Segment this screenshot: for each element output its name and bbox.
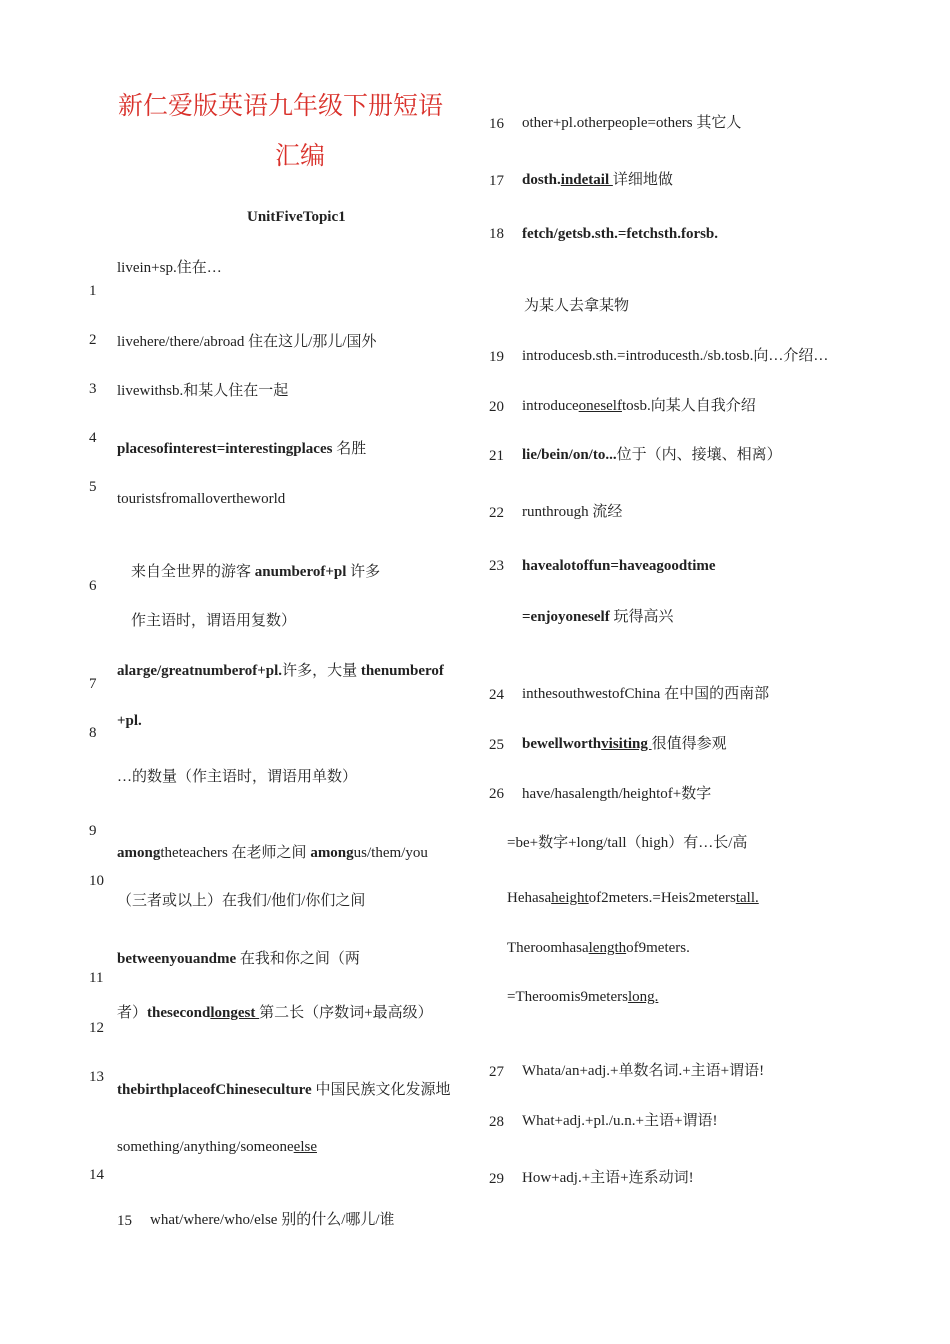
phrase-line [522, 399, 756, 414]
item-number: 9 [89, 823, 97, 839]
item-number: 1 [89, 283, 97, 299]
phrase-bold: betweenyouandme [117, 951, 237, 967]
item-number: 7 [89, 676, 97, 692]
phrase-line: what/where/who/else 别的什么/哪儿/谁 [150, 1212, 395, 1228]
phrase-text: us/them/you [353, 845, 428, 861]
phrase-meaning: 玩得高兴 [609, 609, 674, 625]
page-title: 新仁爱版英语九年级下册短语 [118, 93, 444, 120]
item-number: 23 [489, 558, 504, 574]
phrase-line: =be+数字+long/tall（high）有…长/高 [507, 835, 748, 851]
phrase-meaning: 第二长（序数词+最高级） [259, 1005, 433, 1021]
item-number: 12 [89, 1020, 104, 1036]
phrase-text: something/anything/someone [117, 1139, 294, 1155]
item-number: 20 [489, 399, 504, 415]
phrase-bold: bewellworth [522, 736, 602, 752]
example-text: of9meters. [626, 940, 690, 956]
item-number: 6 [89, 578, 97, 594]
phrase-text: theteachers 在老师之间 [160, 845, 311, 861]
phrase-bold: thesecond [147, 1005, 211, 1021]
phrase-line: What+adj.+pl./u.n.+主语+谓语! [522, 1113, 718, 1129]
phrase-bold: among [117, 845, 161, 861]
item-number: 18 [489, 226, 504, 242]
phrase-meaning: 位于（内、接壤、相离） [616, 447, 782, 463]
phrase-line [117, 1140, 317, 1155]
item-number: 8 [89, 725, 97, 741]
item-number: 19 [489, 349, 504, 365]
phrase-meaning: 许多，大量 [282, 663, 361, 679]
item-number: 24 [489, 687, 504, 703]
phrase-bold: dosth. [522, 172, 561, 188]
phrase-meaning: 来自全世界的游客 [131, 564, 255, 580]
phrase-line [131, 565, 380, 580]
phrase-underlined: visiting [601, 736, 652, 752]
phrase-line [522, 173, 673, 188]
phrase-underlined: else [293, 1139, 317, 1155]
phrase-line [522, 559, 716, 574]
phrase-line: Whata/an+adj.+单数名词.+主语+谓语! [522, 1063, 765, 1079]
phrase-underlined: longest [210, 1005, 260, 1021]
item-number: 10 [89, 873, 104, 889]
item-number: 16 [489, 116, 504, 132]
phrase-line [117, 714, 142, 729]
item-number: 17 [489, 173, 504, 189]
example-underlined: height [551, 890, 589, 906]
phrase-bold: anumberof+pl [254, 564, 347, 580]
phrase-line: touristsfromallovertheworld [117, 491, 286, 507]
item-number: 5 [89, 479, 97, 495]
item-number: 14 [89, 1167, 104, 1183]
phrase-bold: placesofinterest=interestingplaces [117, 441, 333, 457]
phrase-bold: havealotoffun=haveagoodtime [522, 558, 716, 574]
phrase-line: （三者或以上）在我们/他们/你们之间 [117, 893, 366, 909]
phrase-line [522, 610, 673, 625]
example-underlined: long. [627, 989, 659, 1005]
phrase-bold: fetch/getsb.sth.=fetchsth.forsb. [522, 226, 719, 242]
phrase-line: other+pl.otherpeople=others 其它人 [522, 115, 742, 131]
phrase-bold: among [310, 845, 354, 861]
phrase-meaning: 在我和你之间（两 [236, 951, 360, 967]
phrase-line: runthrough 流经 [522, 504, 623, 520]
phrase-line: inthesouthwestofChina 在中国的西南部 [522, 686, 770, 702]
phrase-line: livewithsb.和某人住在一起 [117, 383, 289, 399]
item-number: 4 [89, 430, 97, 446]
example-sentence [507, 891, 759, 906]
item-number: 25 [489, 737, 504, 753]
phrase-line [522, 448, 782, 463]
phrase-meaning: 许多 [346, 564, 381, 580]
phrase-bold: thebirthplaceofChineseculture [117, 1082, 312, 1098]
phrase-line [522, 737, 727, 752]
item-number: 26 [489, 786, 504, 802]
item-number: 27 [489, 1064, 504, 1080]
phrase-line [522, 227, 718, 242]
phrase-underlined: oneself [578, 398, 622, 414]
phrase-meaning: 很值得参观 [651, 736, 727, 752]
phrase-line: introducesb.sth.=introducesth./sb.tosb.向…介绍… [522, 348, 829, 364]
item-number: 22 [489, 505, 504, 521]
phrase-line [117, 1083, 450, 1098]
phrase-meaning: 详细地做 [612, 172, 673, 188]
phrase-line: 作主语时，谓语用复数） [131, 613, 297, 629]
phrase-underlined: indetail [560, 172, 613, 188]
item-number: 13 [89, 1069, 104, 1085]
phrase-line [117, 1006, 433, 1021]
phrase-line [117, 846, 428, 861]
phrase-line [117, 442, 366, 457]
item-number: 11 [89, 970, 104, 986]
example-text: of2meters.=Heis2meters [588, 890, 736, 906]
item-number: 15 [117, 1213, 132, 1229]
page-title-line2: 汇编 [275, 143, 326, 170]
phrase-text: introduce [522, 398, 579, 414]
item-number: 3 [89, 381, 97, 397]
item-number: 29 [489, 1171, 504, 1187]
phrase-bold: lie/bein/on/to... [522, 447, 617, 463]
phrase-meaning: 者） [117, 1005, 148, 1021]
example-text: Theroomhasa [507, 940, 589, 956]
example-underlined: length [588, 940, 627, 956]
phrase-line: livehere/there/abroad 住在这儿/那儿/国外 [117, 334, 377, 350]
phrase-bold: alarge/greatnumberof+pl. [117, 663, 283, 679]
unit-topic-heading: UnitFiveTopic1 [247, 209, 346, 225]
phrase-line [117, 952, 360, 967]
phrase-line: …的数量（作主语时，谓语用单数） [117, 769, 358, 785]
phrase-bold: =enjoyoneself [522, 609, 610, 625]
example-underlined: tall. [735, 890, 759, 906]
item-number: 28 [489, 1114, 504, 1130]
example-sentence [507, 990, 658, 1005]
item-number: 21 [489, 448, 504, 464]
phrase-line: livein+sp.住在… [117, 260, 222, 276]
example-text: Hehasa [507, 890, 552, 906]
phrase-line: 为某人去拿某物 [524, 298, 630, 314]
item-number: 2 [89, 332, 97, 348]
phrase-bold: +pl. [117, 713, 142, 729]
phrase-line [117, 664, 444, 679]
phrase-meaning: 名胜 [332, 441, 367, 457]
phrase-line: have/hasalength/heightof+数字 [522, 786, 712, 802]
example-sentence [507, 941, 690, 956]
phrase-line: How+adj.+主语+连系动词! [522, 1170, 694, 1186]
phrase-bold: thenumberof [360, 663, 444, 679]
example-text: =Theroomis9meters [507, 989, 628, 1005]
phrase-meaning: 中国民族文化发源地 [311, 1082, 451, 1098]
phrase-text: tosb.向某人自我介绍 [621, 398, 756, 414]
